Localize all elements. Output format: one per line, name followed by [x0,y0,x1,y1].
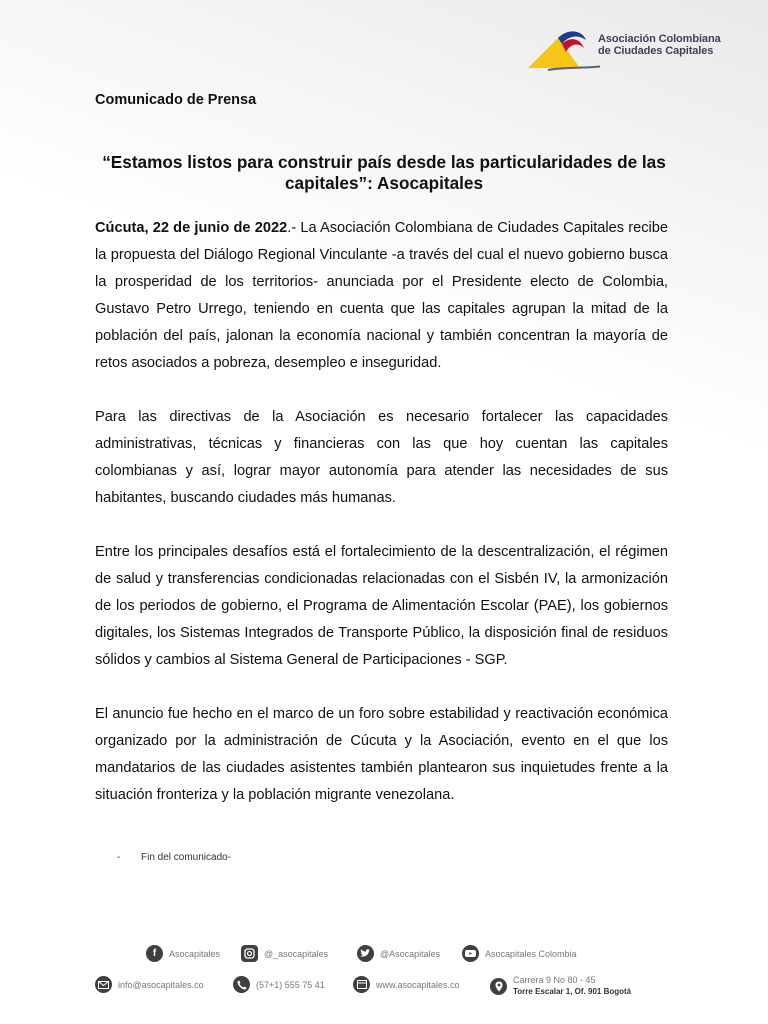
footer-facebook[interactable] [146,945,220,962]
footer-social-row [0,945,768,969]
paragraph-1-text: .- La Asociación Colombiana de Ciudades Capitales recibe la propuesta del Diálogo Regional Vinculante -a través del cual el nuevo gobierno busca la prosperidad de los territorios- anunciada por el Presidente electo de Colombia, Gustavo Petro Urrego, teniendo en cuenta que las capitales agrupan la mitad de la población del país, jalonan la economía nacional y también concentran la mayoría de retos asociados a pobreza, desempleo e inseguridad. [95,220,668,371]
paragraph-4: El anuncio fue hecho en el marco de un foro sobre estabilidad y reactivación económica organizado por la administración de Cúcuta y la Asociación, evento en el que los mandatarios de las ciudades asistentes también plantearon sus inquietudes frente a la situación fronteriza y la población migrante venezolana. [95,706,668,803]
dateline: Cúcuta, 22 de junio de 2022 [95,220,288,236]
end-note-dash: - [117,852,121,863]
youtube-channel: Asocapitales Colombia [485,948,577,959]
press-release-body [95,215,668,836]
instagram-handle: @_asocapitales [264,948,329,959]
instagram-icon [241,945,258,962]
phone-icon [233,976,250,993]
twitter-handle: @Asocapitales [380,948,441,959]
footer-twitter[interactable] [357,945,440,962]
location-icon [490,978,507,995]
facebook-icon: f [146,945,163,962]
document-type: Comunicado de Prensa [95,92,257,108]
twitter-icon [357,945,374,962]
facebook-handle: Asocapitales [169,948,221,959]
logo-line-2: de Ciudades Capitales [598,45,714,57]
address-line-1: Carrera 9 No 80 - 45 [513,975,596,985]
address-block [513,975,631,997]
asocapitales-logo [528,26,728,72]
footer-instagram[interactable] [241,945,328,962]
footer-website[interactable] [353,976,460,993]
logo-line-1: Asociación Colombiana [598,33,721,45]
logo-text [598,33,721,57]
web-icon [353,976,370,993]
phone-number: (57+1) 555 75 41 [256,979,325,990]
footer-youtube[interactable] [462,945,577,962]
email-icon [95,976,112,993]
paragraph-3: Entre los principales desafíos está el fortalecimiento de la descentralización, el régimen de salud y transferencias condicionadas relacionadas con el Sisbén IV, la armonización de los periodos de gobierno, el Programa de Alimentación Escolar (PAE), los gobiernos digitales, los Sistemas Integrados de Transporte Público, la disposición final de residuos sólidos y cambios al Sistema General de Participaciones - SGP. [95,544,668,668]
website-url: www.asocapitales.co [376,979,460,990]
email-address: info@asocapitales.co [118,979,204,990]
end-note-text: Fin del comunicado- [141,852,232,863]
address-line-2: Torre Escalar 1, Of. 901 Bogotá [513,987,632,996]
paragraph-1 [95,215,668,377]
paragraph-2: Para las directivas de la Asociación es necesario fortalecer las capacidades administrativas, técnicas y financieras con las que hoy cuentan las capitales colombianas y así, lograr mayor autonomía para atender las necesidades de sus habitantes, buscando ciudades más humanas. [95,409,668,506]
footer-address[interactable] [490,975,631,997]
end-note [117,852,231,863]
headline: “Estamos listos para construir país desde las particularidades de las capitales”: Asocapitales [102,152,666,193]
youtube-icon [462,945,479,962]
footer-contact-row [0,975,768,999]
logo-mark-icon [528,26,600,72]
footer-phone[interactable] [233,976,325,993]
footer-email[interactable] [95,976,204,993]
